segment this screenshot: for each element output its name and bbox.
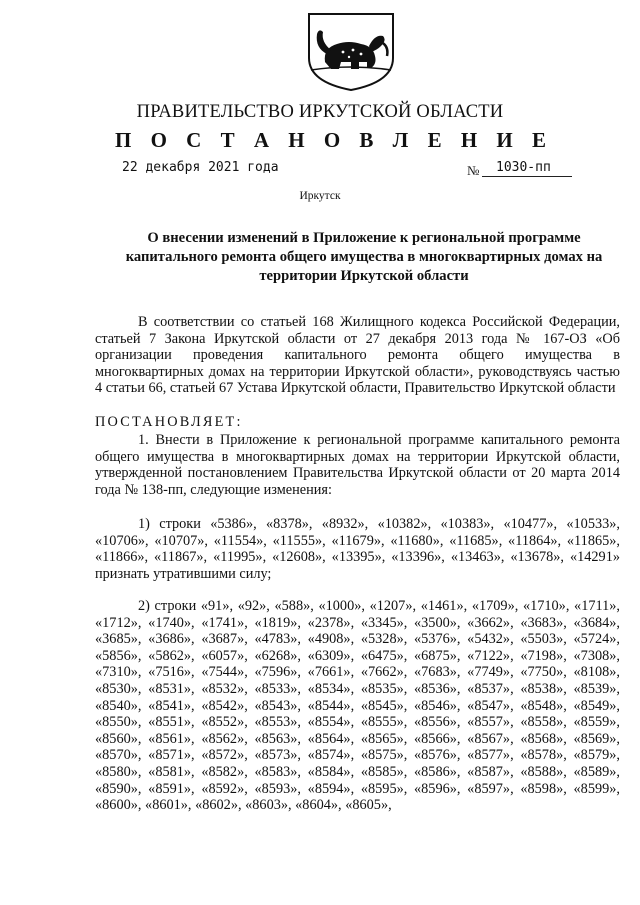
government-name: ПРАВИТЕЛЬСТВО ИРКУТСКОЙ ОБЛАСТИ [136,102,504,122]
number-underline [482,176,572,177]
subitem-2-paragraph: 2) строки «91», «92», «588», «1000», «1207», «1461», «1709», «1710», «1711», «1712», «1740», «1741», «1819», «2378», «3345», «3500», «3662», «3683», «3684», «3685», «3686», «3687», «4783», «4908», «5328», «5376», «5432», «5503», «5724», «5856», «5862», «6057», «6268», «6309», «6475», «6875», «7122», «7198», «7308», «7310», «7516», «7544», «7596», «7661», «7662», «7683», «7749», «7750», «8108», «8530», «8531», «8532», «8533», «8534», «8535», «8536», «8537», «8538», «8539», «8540», «8541», «8542», «8543», «8544», «8545», «8546», «8547», «8548», «8549», «8550», «8551», «8552», «8553», «8554», «8555», «8556», «8557», «8558», «8559», «8560», «8561», «8562», «8563», «8564», «8565», «8566», «8567», «8568», «8569», «8570», «8571», «8572», «8573», «8574», «8575», «8576», «8577», «8578», «8579», «8580», «8581», «8582», «8583», «8584», «8585», «8586», «8587», «8588», «8589», «8590», «8591», «8592», «8593», «8594», «8595», «8596», «8597», «8598», «8599», «8600», «8601», «8602», «8603», «8604», «8605», [95,598,620,814]
resolves-heading: ПОСТАНОВЛЯЕТ: [95,414,243,430]
document-type: П О С Т А Н О В Л Е Н И Е [114,128,553,152]
document-number: 1030-пп [496,160,551,175]
irkutsk-coat-of-arms-icon [303,12,399,92]
item-1-paragraph: 1. Внести в Приложение к региональной программе капитального ремонта общего имущества в многоквартирных домах на территории Иркутской области, утвержденной постановлением Правительства Иркутской области от 20 марта 2014 года № 138-пп, следующие изменения: [95,432,620,498]
number-sign: № [467,163,480,178]
document-date: 22 декабря 2021 года [122,160,279,175]
preamble-paragraph: В соответствии со статьей 168 Жилищного кодекса Российской Федерации, статьей 7 Закона Иркутской области от 27 декабря 2013 года № 167-ОЗ «Об организации проведения капитального ремонта общего имущества в многоквартирных домах на территории Иркутской области», руководствуясь частью 4 статьи 66, статьей 67 Устава Иркутской области, Правительство Иркутской области [95,314,620,397]
document-title: О внесении изменений в Приложение к региональной программе капитального ремонта общего имущества в многоквартирных домах на территории Иркутской области [125,230,603,284]
subitem-1-paragraph: 1) строки «5386», «8378», «8932», «10382», «10383», «10477», «10533», «10706», «10707», «11554», «11555», «11679», «11680», «11685», «11864», «11865», «11866», «11867», «11995», «12608», «13395», «13396», «13463», «13678», «14291» признать утратившими силу; [95,516,620,582]
document-city: Иркутск [299,190,341,202]
